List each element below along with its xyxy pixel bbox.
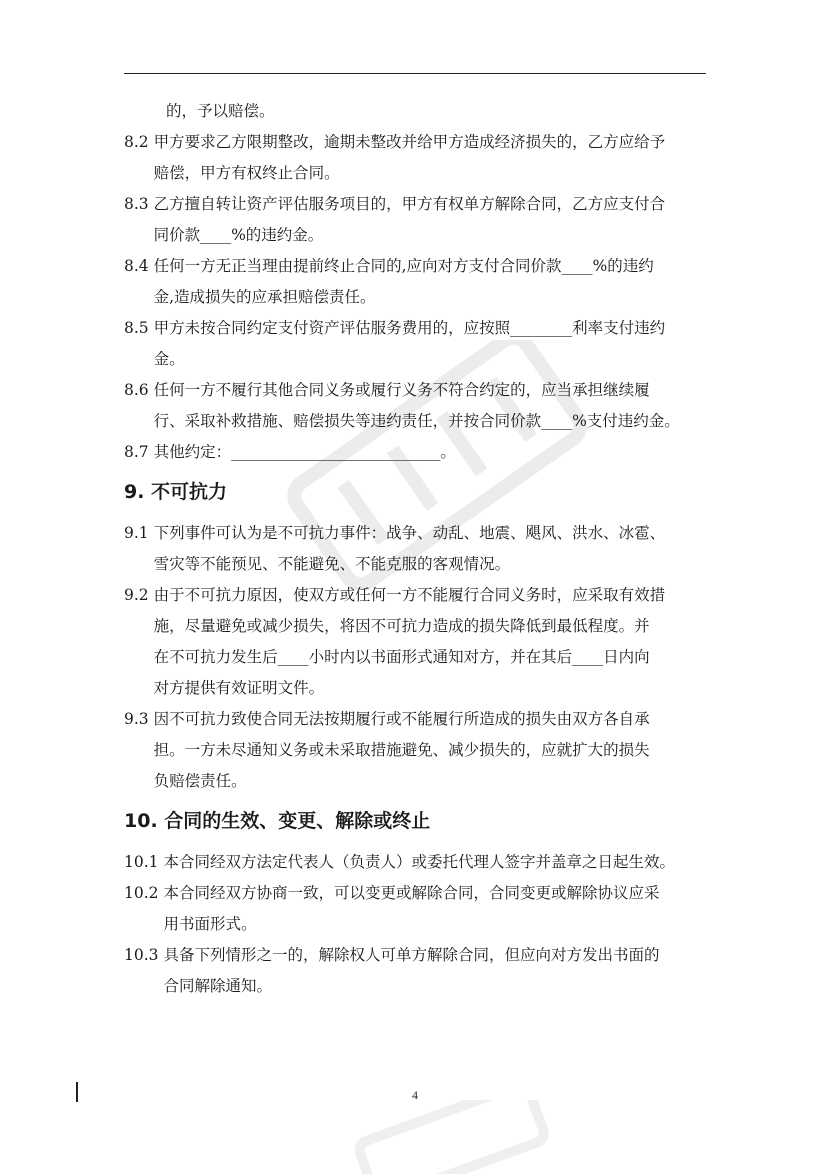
clause-line: 甲方未按合同约定支付资产评估服务费用的，应按照________利率支付违约 (153, 319, 666, 337)
clause-line: 行、采取补救措施、赔偿损失等违约责任，并按合同价款____%支付违约金。 (153, 412, 680, 430)
clause-text (154, 375, 714, 437)
clause (124, 251, 714, 313)
clause (124, 127, 714, 189)
clause-line: 乙方擅自转让资产评估服务项目的，甲方有权单方解除合同，乙方应支付合 (153, 195, 666, 213)
clause-continuation (124, 96, 714, 127)
clause (124, 580, 714, 704)
clause-line: 任何一方无正当理由提前终止合同的,应向对方支付合同价款____%的违约 (153, 257, 654, 275)
clause-line: 具备下列情形之一的，解除权人可单方解除合同，但应向对方发出书面的 (163, 946, 660, 964)
clause-number: 8.3 (124, 195, 154, 213)
clause-line: 合同解除通知。 (163, 977, 272, 995)
clause-number: 8.2 (124, 133, 154, 151)
clause-line: 本合同经双方法定代表人（负责人）或委托代理人签字并盖章之日起生效。 (163, 853, 675, 871)
clause-number: 8.6 (124, 381, 154, 399)
clause-line: 其他约定：___________________________。 (153, 443, 456, 461)
clause-line: 同价款____%的违约金。 (153, 226, 324, 244)
clause-number: 9.3 (124, 710, 154, 728)
clause-line: 由于不可抗力原因，使双方或任何一方不能履行合同义务时，应采取有效措 (153, 586, 666, 604)
clause-number: 8.4 (124, 257, 154, 275)
clause-number: 10.2 (124, 884, 164, 902)
clause-line: 金。 (153, 350, 185, 368)
clause-line: 甲方要求乙方限期整改，逾期未整改并给甲方造成经济损失的，乙方应给予 (153, 133, 666, 151)
clause-text (163, 847, 714, 878)
clause-line: 担。一方未尽通知义务或未采取措施避免、减少损失的，应就扩大的损失 (153, 741, 650, 759)
page-number: 4 (412, 1088, 418, 1102)
clause-text (154, 518, 714, 580)
clause (124, 940, 714, 1002)
clause-text (154, 580, 714, 704)
clause-line: 对方提供有效证明文件。 (153, 679, 325, 697)
clause-line: 因不可抗力致使合同无法按期履行或不能履行所造成的损失由双方各自承 (153, 710, 650, 728)
clause-text (154, 704, 714, 797)
clause-line: 负赔偿责任。 (153, 772, 247, 790)
clause-text (154, 189, 714, 251)
clause-line: 任何一方不履行其他合同义务或履行义务不符合约定的，应当承担继续履 (153, 381, 650, 399)
clause-text (154, 437, 714, 468)
document-body (124, 96, 714, 1002)
clause-line: 金,造成损失的应承担赔偿责任。 (153, 288, 376, 306)
clause-line: 的，予以赔偿。 (166, 102, 275, 120)
watermark-stamp-icon (340, 1100, 560, 1174)
clause-line: 在不可抗力发生后____小时内以书面形式通知对方，并在其后____日内向 (153, 648, 650, 666)
header-rule (124, 73, 706, 74)
clause (124, 878, 714, 940)
clause-line: 本合同经双方协商一致，可以变更或解除合同，合同变更或解除协议应采 (163, 884, 660, 902)
clause (124, 189, 714, 251)
clause-text (163, 940, 714, 1002)
section-heading: 10. 合同的生效、变更、解除或终止 (124, 810, 431, 832)
clause (124, 518, 714, 580)
section-heading: 9. 不可抗力 (124, 481, 228, 503)
clause-text (154, 127, 714, 189)
clause-number: 10.3 (124, 946, 164, 964)
clause-line: 雪灾等不能预见、不能避免、不能克服的客观情况。 (153, 555, 511, 573)
clause (124, 437, 714, 468)
clause (124, 704, 714, 797)
clause-number: 8.5 (124, 319, 154, 337)
clause-line: 用书面形式。 (163, 915, 257, 933)
clause (124, 847, 714, 878)
clause-text (166, 96, 714, 127)
clause-line: 下列事件可认为是不可抗力事件：战争、动乱、地震、飓风、洪水、冰雹、 (153, 524, 666, 542)
clause-text (154, 251, 714, 313)
clause (124, 313, 714, 375)
clause (124, 375, 714, 437)
clause-line: 施，尽量避免或减少损失，将因不可抗力造成的损失降低到最低程度。并 (153, 617, 650, 635)
clause-number: 9.1 (124, 524, 154, 542)
clause-number: 10.1 (124, 853, 164, 871)
clause-text (163, 878, 714, 940)
clause-number: 9.2 (124, 586, 154, 604)
clause-text (154, 313, 714, 375)
clause-number: 8.7 (124, 443, 154, 461)
clause-line: 赔偿，甲方有权终止合同。 (153, 164, 340, 182)
